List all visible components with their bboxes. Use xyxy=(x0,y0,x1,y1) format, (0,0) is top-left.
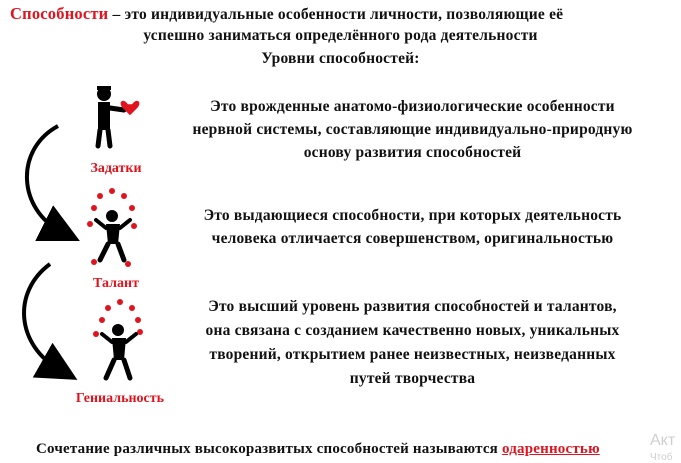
level-label-1: Талант xyxy=(93,276,139,291)
level-1-line-0: Это выдающиеся способности, при которых деятельность xyxy=(203,207,622,224)
level-1-line-1: человека отличается совершенством, оригинальностью xyxy=(211,230,614,247)
definition-dash: – xyxy=(112,6,121,23)
level-label-2: Гениальность xyxy=(75,391,165,406)
level-2-line-2: творений, открытием ранее неизвестных, неизведанных xyxy=(209,346,616,363)
arrow-curve-1 xyxy=(27,126,62,232)
levels-heading: Уровни способностей: xyxy=(261,50,420,67)
footer-line xyxy=(36,441,600,458)
definition-line-2: успешно заниматься определённого рода деятельности xyxy=(143,27,538,44)
juggling-figure-icon-2 xyxy=(88,298,148,388)
definition-text: это индивидуальные особенности личности, позволяющие её xyxy=(124,6,564,23)
watermark-line-2: Чтоб xyxy=(650,452,673,463)
level-0-line-2: основу развития способностей xyxy=(303,144,522,161)
level-2-line-3: путей творчества xyxy=(349,370,476,387)
juggling-figure-icon-1 xyxy=(84,188,144,272)
definition-term: Способности xyxy=(10,4,109,23)
level-2-line-0: Это высший уровень развития способностей и талантов, xyxy=(208,298,617,315)
level-2-line-1: она связана с созданием качественно новых, уникальных xyxy=(205,322,620,339)
level-label-0: Задатки xyxy=(90,161,142,176)
watermark-line-1: Акт xyxy=(650,432,676,449)
level-0-line-0: Это врожденные анатомо-физиологические особенности xyxy=(210,98,615,115)
level-0-line-1: нервной системы, составляющие индивидуально-природную xyxy=(192,121,633,138)
footer-highlight: одаренностью xyxy=(501,441,600,457)
figure-with-heart-icon xyxy=(88,86,158,156)
arrow-curve-2 xyxy=(24,264,60,370)
footer-text: Сочетание различных высокоразвитых способностей называются xyxy=(36,441,499,457)
